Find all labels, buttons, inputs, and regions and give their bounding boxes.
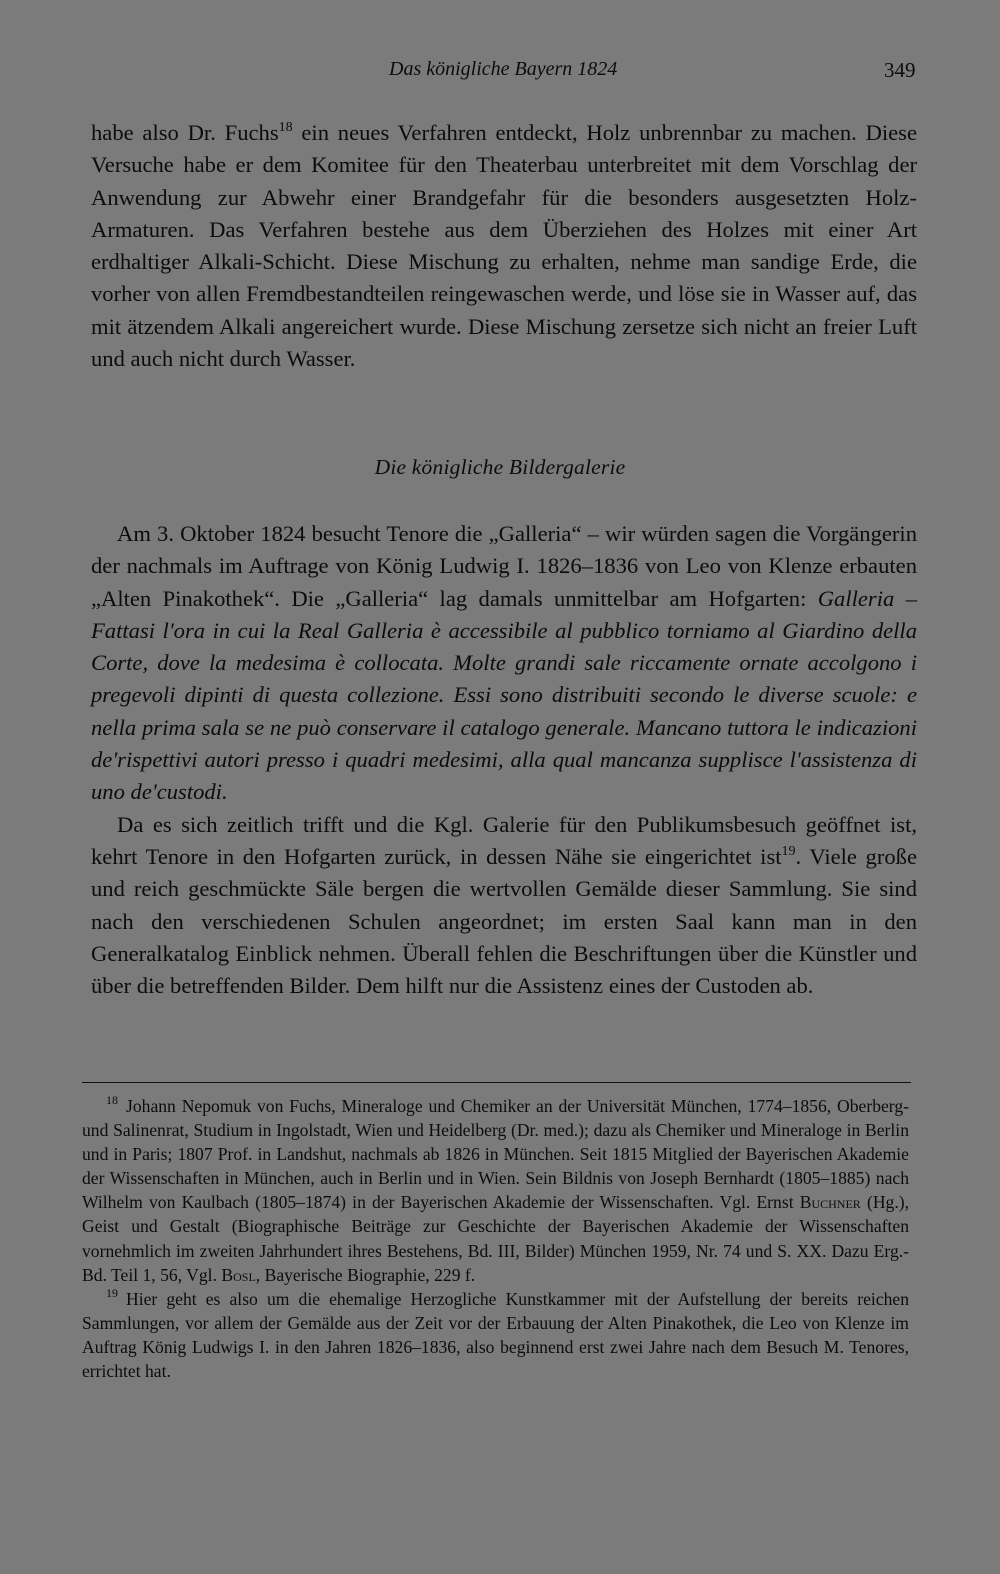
footnote-reference-19[interactable]: 19 [781, 843, 796, 859]
section-body [91, 518, 917, 1002]
section-heading: Die königliche Bildergalerie [374, 455, 626, 479]
footnotes [82, 1094, 909, 1383]
paragraph-text: ein neues Verfahren entdeckt, Holz unbrennbar zu machen. Diese Versuche habe er dem Komitee für den Theaterbau unterbreitet mit dem Vorschlag der Anwendung zur Abwehr einer Brandgefahr für die besonders ausgesetzten Holz-Armaturen. Das Verfahren bestehe aus dem Überziehen des Holzes mit einer Art erdhaltiger Alkali-Schicht. Diese Mischung zu erhalten, nehme man sandige Erde, die vorher von allen Fremdbestandteilen reingewaschen werde, und löse sie in Wasser auf, das mit ätzendem Alkali angereichert wurde. Diese Mischung zersetze sich nicht an freier Luft und auch nicht durch Wasser. [91, 120, 918, 372]
footnote-19 [82, 1287, 909, 1383]
paragraph-text: Da es sich zeitlich trifft und die Kgl. Galerie für den Publikumsbesuch geöffnet ist, kehrt Tenore in den Hofgarten zurück, in dessen Nähe sie eingerichtet ist [91, 811, 917, 869]
paragraph-text: . Viele große und reich geschmückte Säle bergen die wertvollen Gemälde dieser Sammlung. Sie sind nach den verschiedenen Schulen angeordnet; im ersten Saal kann man in den Generalkatalog Einblick nehmen. Überall fehlen die Beschriftungen über die Künstler und über die betreffenden Bilder. Dem hilft nur die Assistenz eines der Custoden ab. [91, 843, 917, 999]
paragraph-hofgarten [91, 809, 917, 1003]
footnote-text: Hier geht es also um die ehemalige Herzogliche Kunstkammer mit der Aufstellung der bereits reichen Sammlungen, vor allem der Gemälde aus der Zeit vor der Erbauung der Alten Pinakothek, die Leo von Klenze im Auftrag König Ludwigs I. in den Jahren 1826–1836, also beginnend erst zwei Jahre nach dem Besuch M. Tenores, errichtet hat. [82, 1288, 909, 1382]
paragraph-galleria [91, 518, 917, 809]
footnote-number: 19 [106, 1285, 118, 1300]
author-name: Bosl [221, 1264, 256, 1285]
paragraph-text: Am 3. Oktober 1824 besucht Tenore die „Galleria“ – wir würden sagen die Vorgängerin der nachmals im Auftrage von König Ludwig I. 1826–1836 von Leo von Klenze erbauten „Alten Pinakothek“. Die „Galleria“ lag damals unmittelbar am Hofgarten: [91, 521, 917, 611]
footnote-reference-18[interactable]: 18 [278, 120, 293, 135]
footnote-text: , Bayerische Biographie, 229 f. [255, 1264, 476, 1285]
running-title: Das königliche Bayern 1824 [389, 58, 618, 80]
paragraph-text: habe also Dr. Fuchs [91, 120, 279, 145]
footnote-divider [82, 1082, 911, 1083]
italian-quotation: Galleria – Fattasi l'ora in cui la Real Galleria è accessibile al pubblico torniamo al Giardino della Corte, dove la medesima è collocata. Molte grandi sale riccamente ornate accolgono i pregevoli dipinti di questa collezione. Essi sono distribuiti secondo le diverse scuole: e nella prima sala se ne può conservare il catalogo generale. Mancano tuttora le indicazioni de'rispettivi autori presso i quadri medesimi, alla qual mancanza supplisce l'assistenza di uno de'custodi. [91, 585, 917, 805]
paragraph-fuchs [91, 117, 917, 375]
running-head [0, 58, 1000, 88]
footnote-text: Johann Nepomuk von Fuchs, Mineraloge und Chemiker an der Universität München, 1774–1856, Oberberg- und Salinenrat, Studium in Ingolstadt, Wien und Heidelberg (Dr. med.); dazu als Chemiker und Mineraloge in Berlin und in Paris; 1807 Prof. in Landshut, nachmals ab 1826 in München. Seit 1815 Mitglied der Bayerischen Akademie der Wissenschaften in München, auch in Berlin und in Wien. Sein Bildnis von Joseph Bernhardt (1805–1885) nach Wilhelm von Kaulbach (1805–1874) in der Bayerischen Akademie der Wissenschaften. Vgl. Ernst [82, 1096, 909, 1213]
footnote-number: 18 [106, 1093, 118, 1107]
author-name: Buchner [799, 1192, 861, 1213]
footnote-text: (Hg.), Geist und Gestalt (Biographische Beiträge zur Geschichte der Bayerischen Akademie der Wissenschaften vornehmlich im zweiten Jahrhundert ihres Bestehens, Bd. III, Bilder) München 1959, Nr. 74 und S. XX. Dazu Erg.-Bd. Teil 1, 56, Vgl. [82, 1192, 909, 1285]
page-number: 349 [884, 58, 916, 82]
paragraph [91, 117, 917, 375]
footnote-18 [82, 1094, 909, 1287]
